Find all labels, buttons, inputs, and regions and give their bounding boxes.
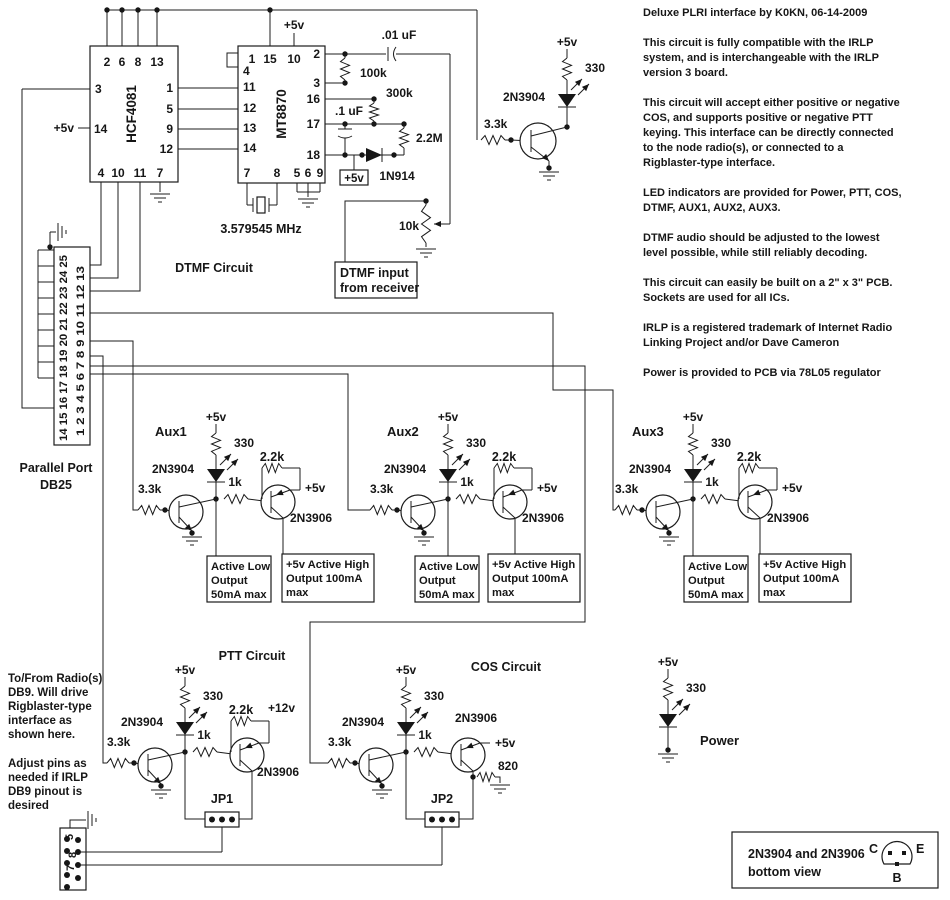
note-line: DTMF, AUX1, AUX2, AUX3. (643, 202, 781, 214)
junction-dot (421, 530, 426, 535)
junction-dot (391, 152, 396, 157)
pin1-4-tie (227, 53, 238, 67)
note-line: Linking Project and/or Dave Cameron (643, 337, 840, 349)
jumper-pin (429, 817, 435, 823)
pin-number: 4 (243, 64, 250, 78)
resistor (370, 103, 379, 121)
pin-number: 3 (313, 76, 320, 90)
crystal-icon (257, 197, 265, 213)
resistor (181, 686, 190, 708)
note-line: desired (8, 800, 49, 812)
note-line: Rigblaster-type (8, 701, 92, 713)
wire (495, 777, 500, 783)
pin-number: 2 (103, 55, 111, 69)
db9-pin (64, 884, 70, 890)
pin-number: 17 (306, 117, 320, 131)
supply-label: +12v (268, 701, 296, 715)
resistor (739, 464, 759, 473)
pin-number: 6 (118, 55, 126, 69)
resistor-value: 3.3k (328, 735, 352, 749)
resistor (456, 495, 480, 504)
supply-label: +5v (657, 655, 679, 669)
resistor (414, 748, 438, 757)
note-line: Adjust pins as (8, 758, 87, 770)
connector-label: DB25 (40, 478, 72, 492)
note-line: This circuit is fully compatible with the IRLP (643, 37, 874, 49)
pin-number: 18 (306, 148, 320, 162)
junction-dot (379, 783, 384, 788)
wire (90, 182, 140, 291)
resistor (400, 128, 409, 148)
box-text: 50mA max (211, 589, 267, 601)
resistor-value: 330 (585, 61, 606, 75)
jumper-pin (229, 817, 235, 823)
pin-number: 7 (156, 166, 164, 180)
db25-pins-right: 1 2 3 4 5 6 7 8 9 10 11 12 13 (75, 295, 87, 436)
transistor-value: 2N3906 (455, 711, 498, 725)
note-line: system, and is interchangeable with the IRLP (643, 52, 879, 64)
resistor (231, 717, 251, 726)
box-text: Active Low (688, 561, 748, 573)
box-text: Active Low (419, 561, 479, 573)
resistor-value: 300k (386, 86, 413, 100)
note-line: shown here. (8, 729, 76, 741)
pin-number: 8 (134, 55, 142, 69)
box-text: DTMF input (340, 266, 409, 280)
pin-number: 13 (150, 55, 164, 69)
transistor-value: 2N3904 (502, 90, 545, 104)
pin-number: 1 (166, 81, 173, 95)
pin-number: 16 (306, 92, 320, 106)
supply-label: +5v (395, 663, 417, 677)
resistor-value: 820 (498, 759, 519, 773)
transistor-value: 2N3906 (767, 511, 810, 525)
led-icon (397, 722, 415, 735)
box-text: Output 100mA (763, 573, 840, 585)
junction-dot (470, 774, 475, 779)
db9-pin-label: 7 (65, 864, 77, 871)
resistor-value: 330 (711, 436, 732, 450)
transistor-value: 2N3904 (151, 462, 194, 476)
note-line: keying. This interface can be directly connected (643, 127, 894, 139)
supply-label: +5v (556, 35, 578, 49)
led-icon (207, 469, 225, 482)
connector-label: Parallel Port (19, 461, 93, 475)
jumper-pin (449, 817, 455, 823)
box-text: max (286, 587, 309, 599)
diode-value: 1N914 (379, 169, 415, 183)
ic-name: HCF4081 (124, 85, 139, 143)
pin-number: 13 (243, 121, 257, 135)
supply-label: +5v (283, 18, 305, 32)
led-icon (684, 469, 702, 482)
junction-dot (666, 530, 671, 535)
wire (239, 771, 252, 819)
pin-number: 5 (166, 102, 173, 116)
resistor (370, 506, 392, 515)
wire (90, 182, 118, 278)
pin-number: 12 (159, 142, 173, 156)
box-text: Output 100mA (492, 573, 569, 585)
resistor-value: 1k (705, 475, 719, 489)
led-icon (176, 722, 194, 735)
led-icon (558, 94, 576, 107)
note-line: needed if IRLP (8, 772, 88, 784)
lead-label: C (868, 842, 878, 856)
stage-name: Aux1 (155, 424, 187, 439)
junction-dot (546, 165, 551, 170)
note-line: DB9. Will drive (8, 687, 89, 699)
supply-label: +5v (344, 173, 364, 185)
stage-name: Aux3 (632, 424, 664, 439)
box-text: Output (688, 575, 725, 587)
note-line: Rigblaster-type interface. (643, 157, 776, 169)
junction-dot (189, 530, 194, 535)
wire (70, 820, 86, 828)
pin-number: 6 (304, 166, 312, 180)
db9-pin (64, 872, 70, 878)
resistor (615, 506, 637, 515)
cap-value: .01 uF (381, 28, 417, 42)
feed-ptt (90, 356, 107, 763)
resistor (477, 773, 495, 782)
resistor (422, 205, 431, 243)
section-title: DTMF Circuit (175, 261, 253, 275)
junction-dot (665, 747, 670, 752)
resistor (444, 433, 453, 455)
box-text: +5v Active High (492, 559, 576, 571)
to92-outline-icon (882, 842, 912, 864)
resistor-value: 2.2k (491, 450, 517, 464)
resistor-value: 2.2k (736, 450, 762, 464)
section-title: PTT Circuit (218, 649, 286, 663)
transistor-value: 2N3906 (522, 511, 565, 525)
jumper-pin (439, 817, 445, 823)
cap-value: .1 uF (334, 104, 364, 118)
section-title: COS Circuit (470, 660, 542, 674)
supply-label: +5v (537, 481, 558, 495)
transistor-value: 2N3904 (383, 462, 426, 476)
resistor-value: 1k (197, 728, 211, 742)
crystal-value: 3.579545 MHz (220, 222, 302, 236)
resistor-value: 330 (203, 689, 224, 703)
wire (185, 752, 205, 819)
note-line: interface as (8, 715, 72, 727)
junction-dot (104, 7, 109, 12)
resistor (494, 464, 514, 473)
transistor-value: 2N3906 (257, 765, 300, 779)
wire (406, 752, 425, 819)
resistor-value: 3.3k (484, 117, 508, 131)
led-icon (659, 714, 677, 727)
supply-label: +5v (305, 481, 326, 495)
transistor-value: 2N3904 (120, 715, 163, 729)
db9-pin (75, 875, 81, 881)
box-text: +5v Active High (763, 559, 847, 571)
resistor-value: 3.3k (615, 482, 639, 496)
led-icon (439, 469, 457, 482)
pin-number: 14 (94, 122, 108, 136)
box-text: 50mA max (419, 589, 475, 601)
resistor (402, 686, 411, 708)
resistor (193, 748, 217, 757)
jumper-pin (209, 817, 215, 823)
pin-number: 1 (248, 52, 256, 66)
resistor-value: 2.2M (416, 131, 443, 145)
resistor-value: 330 (686, 681, 707, 695)
note-line: Deluxe PLRI interface by K0KN, 06-14-2009 (643, 7, 868, 19)
note-line: level possible, while still reliably decoding. (643, 247, 868, 259)
box-text: 2N3904 and 2N3906 (748, 847, 865, 861)
note-line: DTMF audio should be adjusted to the lowest (643, 232, 880, 244)
jumper-pin (219, 817, 225, 823)
resistor-value: 1k (228, 475, 242, 489)
resistor-value: 330 (424, 689, 445, 703)
junction-dot (119, 7, 124, 12)
supply-label: +5v (437, 410, 459, 424)
transistor-body (520, 123, 556, 159)
to92-lead (902, 851, 906, 855)
to92-lead (895, 862, 899, 866)
note-line: This circuit can easily be built on a 2" x 3" PCB. (643, 277, 893, 289)
box-text: Output 100mA (286, 573, 363, 585)
transistor-value: 2N3906 (290, 511, 333, 525)
wire (90, 182, 101, 265)
pin-number: 8 (273, 166, 281, 180)
supply-label: +5v (205, 410, 227, 424)
resistor (138, 506, 160, 515)
junction-dot (359, 152, 364, 157)
note-line: DB9 pinout is (8, 786, 83, 798)
box-text: Output (211, 575, 248, 587)
resistor-value: 3.3k (138, 482, 162, 496)
pin-number: 9 (166, 122, 173, 136)
box-text: from receiver (340, 281, 420, 295)
lead-label: E (916, 842, 925, 856)
pin-number: 3 (95, 82, 102, 96)
resistor (212, 433, 221, 455)
pin-number: 12 (243, 101, 257, 115)
pin-number: 10 (287, 52, 301, 66)
resistor-value: 1k (418, 728, 432, 742)
jumper-label: JP1 (210, 792, 234, 806)
junction-dot (135, 7, 140, 12)
lead-label: B (892, 871, 902, 885)
resistor-value: 2.2k (228, 703, 254, 717)
db25-pins-left: 14 15 16 17 18 19 20 21 22 23 24 25 (58, 260, 70, 441)
resistor-value: 330 (466, 436, 487, 450)
box-text: Active Low (211, 561, 271, 573)
supply-label: +5v (682, 410, 704, 424)
note-line: To/From Radio(s) (8, 673, 103, 685)
resistor-value: 2.2k (259, 450, 285, 464)
resistor-value: 330 (234, 436, 255, 450)
resistor (664, 678, 673, 700)
box-text: 50mA max (688, 589, 744, 601)
resistor (224, 495, 248, 504)
diode-icon (366, 148, 382, 162)
capacitor-icon (338, 136, 352, 138)
note-line: This circuit will accept either positive or negative (643, 97, 900, 109)
arrowhead (434, 221, 441, 227)
transistor-value: 2N3904 (341, 715, 384, 729)
supply-label: +5v (53, 121, 74, 135)
resistor-value: 100k (360, 66, 387, 80)
supply-label: +5v (495, 736, 516, 750)
resistor (701, 495, 725, 504)
box-text: +5v Active High (286, 559, 370, 571)
junction-dot (154, 7, 159, 12)
box-text: max (763, 587, 786, 599)
db9-pin-label: 5 (64, 833, 76, 840)
box-text: max (492, 587, 515, 599)
pin-number: 11 (133, 166, 147, 180)
transistor-value: 2N3904 (628, 462, 671, 476)
note-line: LED indicators are provided for Power, PTT, COS, (643, 187, 902, 199)
junction-dot (342, 152, 347, 157)
box-text: Output (419, 575, 456, 587)
stage-name: Aux2 (387, 424, 419, 439)
supply-label: +5v (782, 481, 803, 495)
note-line: version 3 board. (643, 67, 728, 79)
note-line: to the node radio(s), or connected to a (643, 142, 844, 154)
pin-number: 15 (263, 52, 277, 66)
pin-number: 10 (111, 166, 125, 180)
pin-number: 11 (243, 80, 256, 94)
jumper-label: JP2 (430, 792, 454, 806)
pot-value: 10k (398, 219, 419, 233)
junction-dot (158, 783, 163, 788)
ic-name: MT8870 (274, 89, 289, 139)
note-line: IRLP is a registered trademark of Internet Radio (643, 322, 893, 334)
resistor (563, 58, 572, 80)
supply-label: +5v (174, 663, 196, 677)
pin-number: 4 (97, 166, 105, 180)
resistor (262, 464, 282, 473)
junction-dot (267, 7, 272, 12)
resistor-value: 3.3k (107, 735, 131, 749)
to92-lead (888, 851, 892, 855)
resistor (328, 759, 350, 768)
power-label: Power (700, 733, 740, 748)
pin-number: 7 (243, 166, 251, 180)
resistor (481, 136, 505, 145)
note-line: Sockets are used for all ICs. (643, 292, 790, 304)
feed-aux2 (90, 374, 370, 510)
resistor (341, 58, 350, 80)
db9-pin-label: 8 (67, 851, 79, 858)
pin-number: 14 (243, 141, 257, 155)
resistor (107, 759, 129, 768)
resistor-value: 1k (460, 475, 474, 489)
pin-number: 2 (313, 47, 320, 61)
pin-number: 5 (293, 166, 301, 180)
capacitor-icon (394, 47, 397, 61)
resistor-value: 3.3k (370, 482, 394, 496)
pin-number: 9 (316, 166, 324, 180)
note-line: COS, and supports positive or negative PTT (643, 112, 873, 124)
note-line: Power is provided to PCB via 78L05 regulator (643, 367, 881, 379)
box-text: bottom view (748, 865, 821, 879)
resistor (689, 433, 698, 455)
